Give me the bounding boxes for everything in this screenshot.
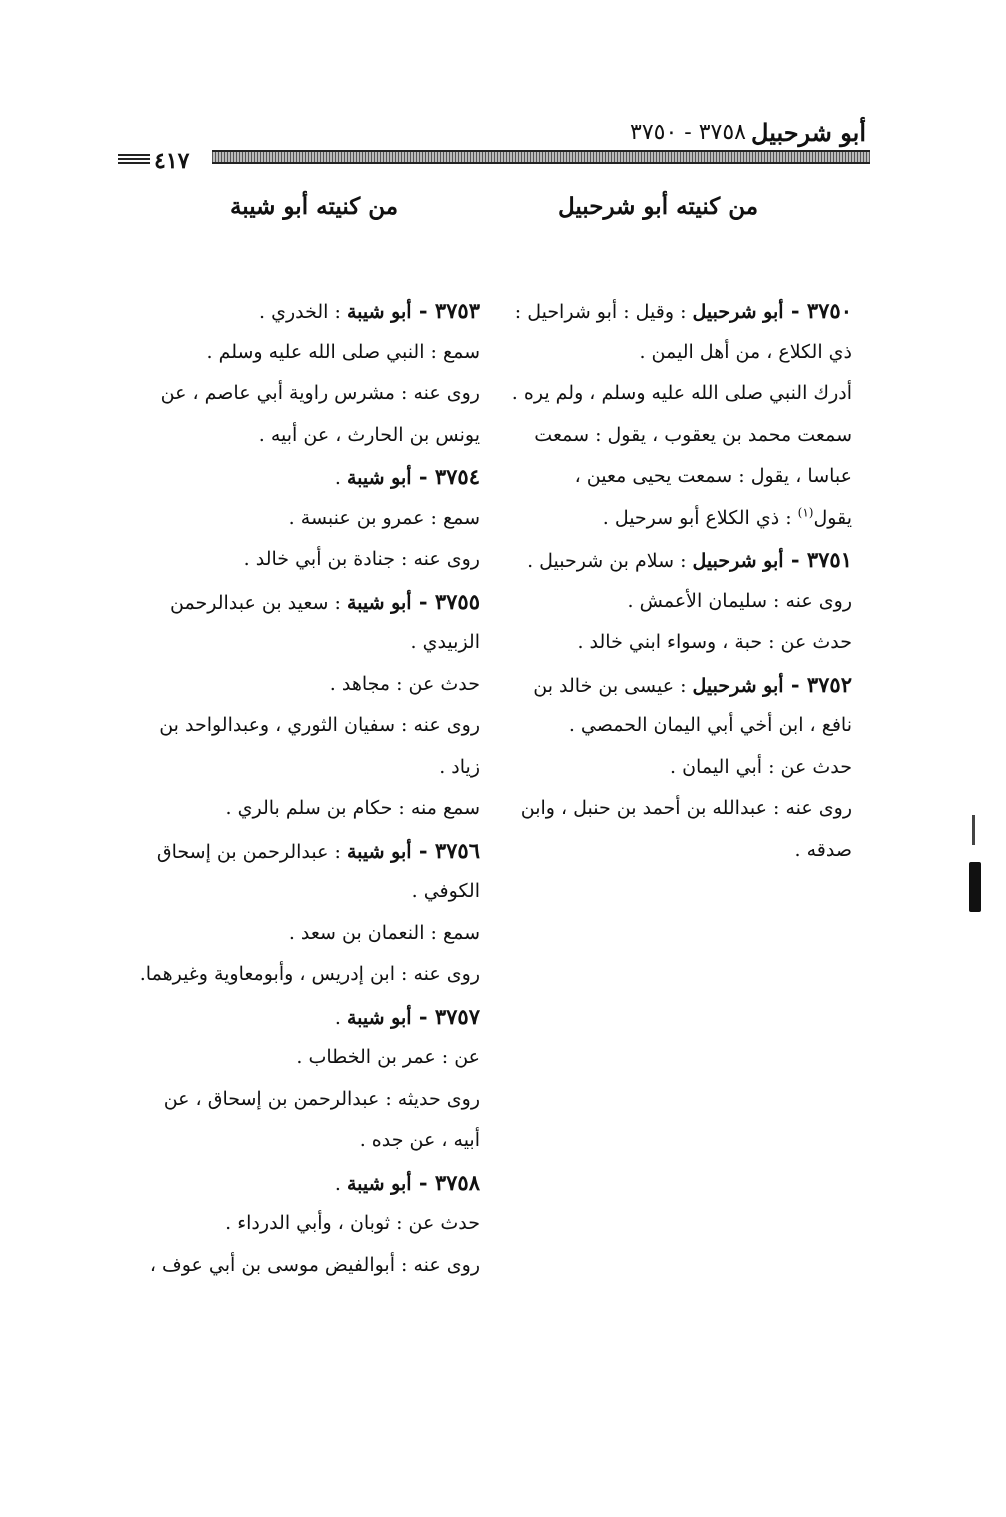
line-text: روى عنه : سفيان الثوري ، وعبدالواحد بن <box>159 714 480 736</box>
text-line <box>500 747 852 789</box>
text-line <box>500 498 852 540</box>
line-text: : عيسى بن خالد بن <box>533 674 693 697</box>
line-text: روى عنه : ابن إدريس ، وأبومعاوية وغيرهما. <box>139 963 480 985</box>
text-line <box>128 332 480 374</box>
text-line <box>128 373 480 415</box>
entry-lines <box>500 290 852 871</box>
section-heading: من كنيته أبو شيبة <box>229 193 399 220</box>
line-text: عباسا ، يقول : سمعت يحيى معين ، <box>574 465 852 487</box>
header-rule-ornament <box>118 154 150 164</box>
text-line <box>128 1120 480 1162</box>
left-column <box>128 186 480 1286</box>
text-line <box>128 1037 480 1079</box>
line-text: روى عنه : أبوالفيض موسى بن أبي عوف ، <box>149 1253 480 1276</box>
line-text: : عبدالرحمن بن إسحاق <box>156 840 347 863</box>
text-line <box>128 415 480 457</box>
right-column <box>500 186 852 871</box>
text-line <box>500 332 852 374</box>
entry-name: أبو شيبة <box>346 591 412 614</box>
text-line <box>128 664 480 706</box>
line-text: الكوفي . <box>411 880 480 902</box>
line-text: نافع ، ابن أخي أبي اليمان الحمصي . <box>568 714 852 736</box>
entry-heading-line <box>500 290 852 332</box>
line-text: : سلام بن شرحبيل . <box>527 550 693 572</box>
entry-number: ٣٧٥٨ - <box>411 1169 480 1195</box>
entry-number: ٣٧٥٢ - <box>783 671 852 697</box>
text-line <box>500 415 852 457</box>
text-line <box>128 1079 480 1121</box>
line-text: حدث عن : ثوبان ، وأبي الدرداء . <box>225 1212 480 1234</box>
entry-heading-line <box>128 290 480 332</box>
page-number: ٤١٧ <box>150 148 193 174</box>
section-heading: من كنيته أبو شرحبيل <box>557 193 759 220</box>
entry-heading-line <box>128 830 480 872</box>
line-text: روى عنه : سليمان الأعمش . <box>627 589 852 612</box>
line-text: : وقيل : أبو شراحيل : <box>514 301 693 323</box>
line-text: : سعيد بن عبدالرحمن <box>170 591 347 614</box>
header-rule <box>212 150 870 164</box>
line-text: حدث عن : مجاهد . <box>329 672 480 695</box>
scan-edge-mark <box>972 815 975 845</box>
text-line <box>128 954 480 996</box>
thumb-index-tab <box>969 862 981 912</box>
line-text: حدث عن : حبة ، وسواء ابني خالد . <box>577 631 852 653</box>
line-text: أدرك النبي صلى الله عليه وسلم ، ولم يره . <box>511 382 852 404</box>
line-text: . <box>334 1172 347 1195</box>
text-line <box>500 830 852 872</box>
line-text: أبيه ، عن جده . <box>359 1129 480 1151</box>
entry-name: أبو شرحبيل <box>692 674 784 697</box>
running-title: أبو شرحبيل <box>751 118 866 147</box>
text-line <box>128 539 480 581</box>
line-text: عن : عمر بن الخطاب . <box>296 1046 480 1068</box>
text-line <box>128 622 480 664</box>
entry-name: أبو شرحبيل <box>692 301 784 323</box>
entry-name: أبو شيبة <box>346 301 412 323</box>
line-text: روى عنه : مشرس راوية أبي عاصم ، عن <box>160 382 480 404</box>
line-text: سمع : عمرو بن عنبسة . <box>288 506 480 529</box>
entry-heading-line <box>128 996 480 1038</box>
entry-name: أبو شيبة <box>346 840 412 863</box>
line-text: سمع : النبي صلى الله عليه وسلم . <box>206 340 480 363</box>
text-line <box>500 788 852 830</box>
entry-number: ٣٧٥٧ - <box>411 1003 480 1029</box>
text-line <box>128 705 480 747</box>
line-text: : ذي الكلاع أبو سرحيل . <box>602 506 798 529</box>
line-text: : الخدري . <box>259 301 347 323</box>
entry-number: ٣٧٥٥ - <box>411 588 480 614</box>
line-text: روى عنه : عبدالله بن أحمد بن حنبل ، وابن <box>520 797 852 819</box>
entry-name: أبو شيبة <box>346 1006 412 1029</box>
entry-heading-line <box>128 1162 480 1204</box>
line-text: . <box>334 1006 347 1029</box>
text-line <box>500 581 852 623</box>
text-line <box>500 456 852 498</box>
line-text: يقول <box>813 506 852 529</box>
line-text: حدث عن : أبي اليمان . <box>670 755 852 778</box>
text-line <box>500 373 852 415</box>
footnote-ref: (١) <box>797 505 814 520</box>
entry-lines <box>128 290 480 1286</box>
entry-name: أبو شيبة <box>346 1172 412 1195</box>
text-line <box>500 705 852 747</box>
line-text: زياد . <box>439 755 480 778</box>
line-text: روى حديثه : عبدالرحمن بن إسحاق ، عن <box>163 1087 480 1110</box>
text-line <box>128 1203 480 1245</box>
line-text: سمع : النعمان بن سعد . <box>288 921 480 944</box>
text-line <box>128 1245 480 1287</box>
entry-number: ٣٧٥٦ - <box>411 837 480 863</box>
entry-name: أبو شرحبيل <box>692 550 784 572</box>
entry-number: ٣٧٥١ - <box>783 547 852 572</box>
line-text: سمعت محمد بن يعقوب ، يقول : سمعت <box>534 423 852 446</box>
text-line <box>128 747 480 789</box>
entry-number: ٣٧٥٣ - <box>411 298 480 323</box>
running-entry-range: ٣٧٥٨ - ٣٧٥٠ <box>630 120 746 145</box>
text-line <box>128 871 480 913</box>
text-line <box>500 622 852 664</box>
entry-number: ٣٧٥٠ - <box>783 298 852 323</box>
line-text: صدقه . <box>794 838 852 861</box>
line-text: يونس بن الحارث ، عن أبيه . <box>258 423 480 446</box>
entry-heading-line <box>128 456 480 498</box>
entry-name: أبو شيبة <box>346 467 412 489</box>
text-line <box>128 788 480 830</box>
entry-heading-line <box>128 581 480 623</box>
text-line <box>128 498 480 540</box>
text-line <box>128 913 480 955</box>
line-text: الزبيدي . <box>410 631 480 653</box>
line-text: . <box>334 467 347 489</box>
line-text: سمع منه : حكام بن سلم بالري . <box>225 797 480 819</box>
line-text: روى عنه : جنادة بن أبي خالد . <box>243 548 480 570</box>
entry-heading-line <box>500 664 852 706</box>
entry-number: ٣٧٥٤ - <box>411 464 480 489</box>
line-text: ذي الكلاع ، من أهل اليمن . <box>639 340 852 363</box>
entry-heading-line <box>500 539 852 581</box>
